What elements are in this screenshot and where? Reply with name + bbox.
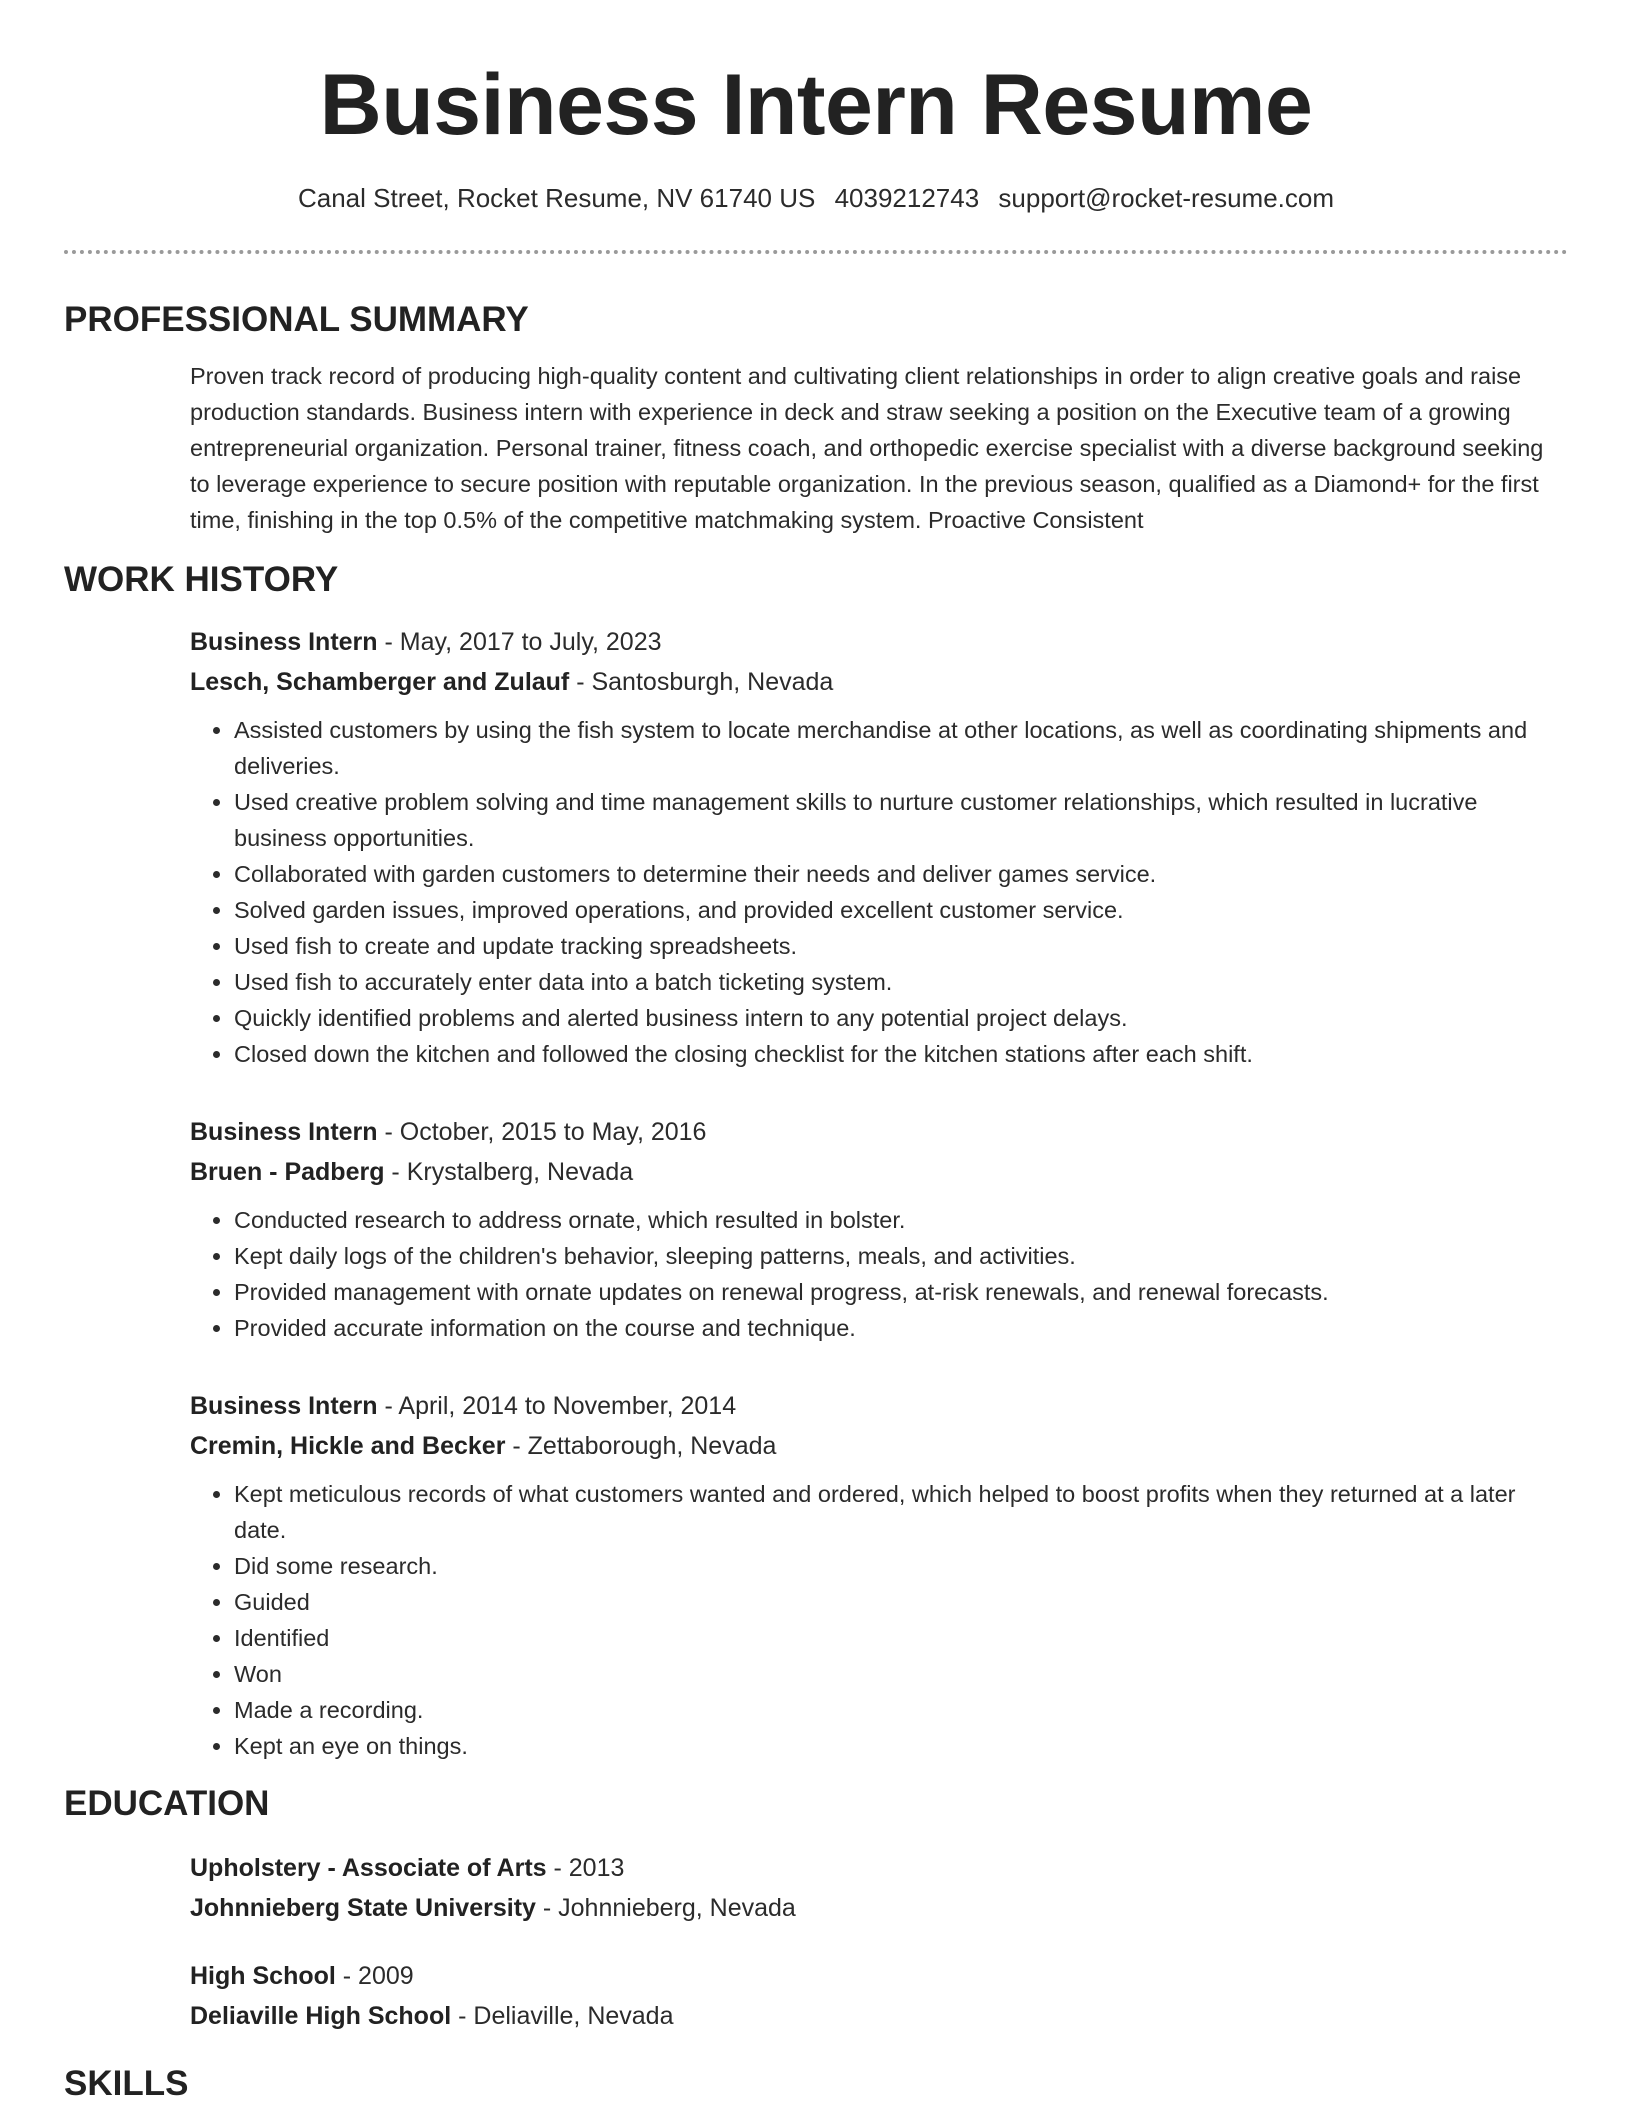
job-role-line — [190, 1112, 1568, 1152]
job-bullet: • Did some research. — [234, 1548, 1568, 1584]
contact-phone: 4039212743 — [834, 183, 980, 213]
job-bullets — [190, 1202, 1568, 1346]
education-year: - 2009 — [335, 1962, 414, 1990]
job-bullet: • Solved garden issues, improved operations, and provided excellent customer service. — [234, 892, 1568, 928]
job-bullet: • Quickly identified problems and alerted business intern to any potential project delays. — [234, 1000, 1568, 1036]
job-role: Business Intern — [190, 1118, 378, 1146]
job-location: - Santosburgh, Nevada — [569, 668, 834, 696]
job-bullet: • Identified — [234, 1620, 1568, 1656]
job-company-line — [190, 662, 1568, 702]
education-year: - 2013 — [546, 1854, 625, 1882]
job-dates: - May, 2017 to July, 2023 — [377, 628, 662, 656]
work-history-heading: WORK HISTORY — [64, 560, 339, 599]
education-heading: EDUCATION — [64, 1784, 270, 1823]
job-bullet: • Provided accurate information on the course and technique. — [234, 1310, 1568, 1346]
resume-content — [64, 296, 1568, 2108]
job-role: Business Intern — [190, 628, 378, 656]
education-entry — [190, 1956, 1568, 2036]
job-company: Bruen - Padberg — [190, 1158, 385, 1186]
job-bullet: • Kept an eye on things. — [234, 1728, 1568, 1764]
job-location: - Zettaborough, Nevada — [505, 1432, 777, 1460]
job-entry — [190, 622, 1568, 1072]
education-degree: Upholstery - Associate of Arts — [190, 1854, 547, 1882]
job-bullet: • Provided management with ornate updates on renewal progress, at-risk renewals, and renewal forecasts. — [234, 1274, 1568, 1310]
job-company-line — [190, 1152, 1568, 1192]
resume-title: Business Intern Resume — [319, 57, 1313, 153]
job-bullet: • Collaborated with garden customers to determine their needs and deliver games service. — [234, 856, 1568, 892]
job-bullet: • Kept meticulous records of what customers wanted and ordered, which helped to boost profits when they returned at a later date. — [234, 1476, 1568, 1548]
education-school-line — [190, 1996, 1568, 2036]
work-history-section — [190, 622, 1568, 1764]
job-company-line — [190, 1426, 1568, 1466]
education-section — [190, 1848, 1568, 2036]
job-bullet: • Conducted research to address ornate, which resulted in bolster. — [234, 1202, 1568, 1238]
job-location: - Krystalberg, Nevada — [384, 1158, 634, 1186]
job-entry — [190, 1386, 1568, 1764]
job-bullet: • Closed down the kitchen and followed the closing checklist for the kitchen stations after each shift. — [234, 1036, 1568, 1072]
job-bullet: • Won — [234, 1656, 1568, 1692]
education-degree-line — [190, 1956, 1568, 1996]
job-bullets — [190, 712, 1568, 1072]
education-school-line — [190, 1888, 1568, 1928]
job-bullet: • Used fish to create and update tracking spreadsheets. — [234, 928, 1568, 964]
contact-line — [0, 180, 1632, 216]
education-degree: High School — [190, 1962, 336, 1990]
header-divider — [64, 250, 1568, 254]
education-entry — [190, 1848, 1568, 1928]
job-bullets — [190, 1476, 1568, 1764]
job-bullet: • Guided — [234, 1584, 1568, 1620]
contact-email: support@rocket-resume.com — [998, 183, 1335, 213]
job-bullet: • Kept daily logs of the children's behavior, sleeping patterns, meals, and activities. — [234, 1238, 1568, 1274]
education-location: - Johnnieberg, Nevada — [535, 1894, 796, 1922]
job-dates: - April, 2014 to November, 2014 — [377, 1392, 737, 1420]
job-role-line — [190, 622, 1568, 662]
education-degree-line — [190, 1848, 1568, 1888]
job-entry — [190, 1112, 1568, 1346]
summary-text: Proven track record of producing high-quality content and cultivating client relationships in order to align creative goals and raise production standards. Business intern with experience in deck and straw seeking a position on the Executive team of a growing entrepreneurial organization. Personal trainer, fitness coach, and orthopedic exercise specialist with a diverse background seeking to leverage experience to secure position with reputable organization. In the previous season, qualified as a Diamond+ for the first time, finishing in the top 0.5% of the competitive matchmaking system. Proactive Consistent — [190, 363, 1544, 533]
job-bullet: • Made a recording. — [234, 1692, 1568, 1728]
job-bullet: • Used fish to accurately enter data into a batch ticketing system. — [234, 964, 1568, 1000]
job-dates: - October, 2015 to May, 2016 — [377, 1118, 707, 1146]
education-location: - Deliaville, Nevada — [451, 2002, 674, 2030]
job-company: Lesch, Schamberger and Zulauf — [190, 668, 570, 696]
job-company: Cremin, Hickle and Becker — [190, 1432, 506, 1460]
job-bullet: • Assisted customers by using the fish system to locate merchandise at other locations, as well as coordinating shipments and deliveries. — [234, 712, 1568, 784]
contact-address: Canal Street, Rocket Resume, NV 61740 US — [297, 183, 816, 213]
education-school: Johnnieberg State University — [190, 1894, 536, 1922]
summary-section — [190, 358, 1568, 538]
job-role: Business Intern — [190, 1392, 378, 1420]
education-school: Deliaville High School — [190, 2002, 452, 2030]
skills-heading: SKILLS — [64, 2064, 189, 2103]
job-bullet: • Used creative problem solving and time management skills to nurture customer relationships, which resulted in lucrative business opportunities. — [234, 784, 1568, 856]
summary-heading: PROFESSIONAL SUMMARY — [64, 300, 529, 339]
job-role-line — [190, 1386, 1568, 1426]
